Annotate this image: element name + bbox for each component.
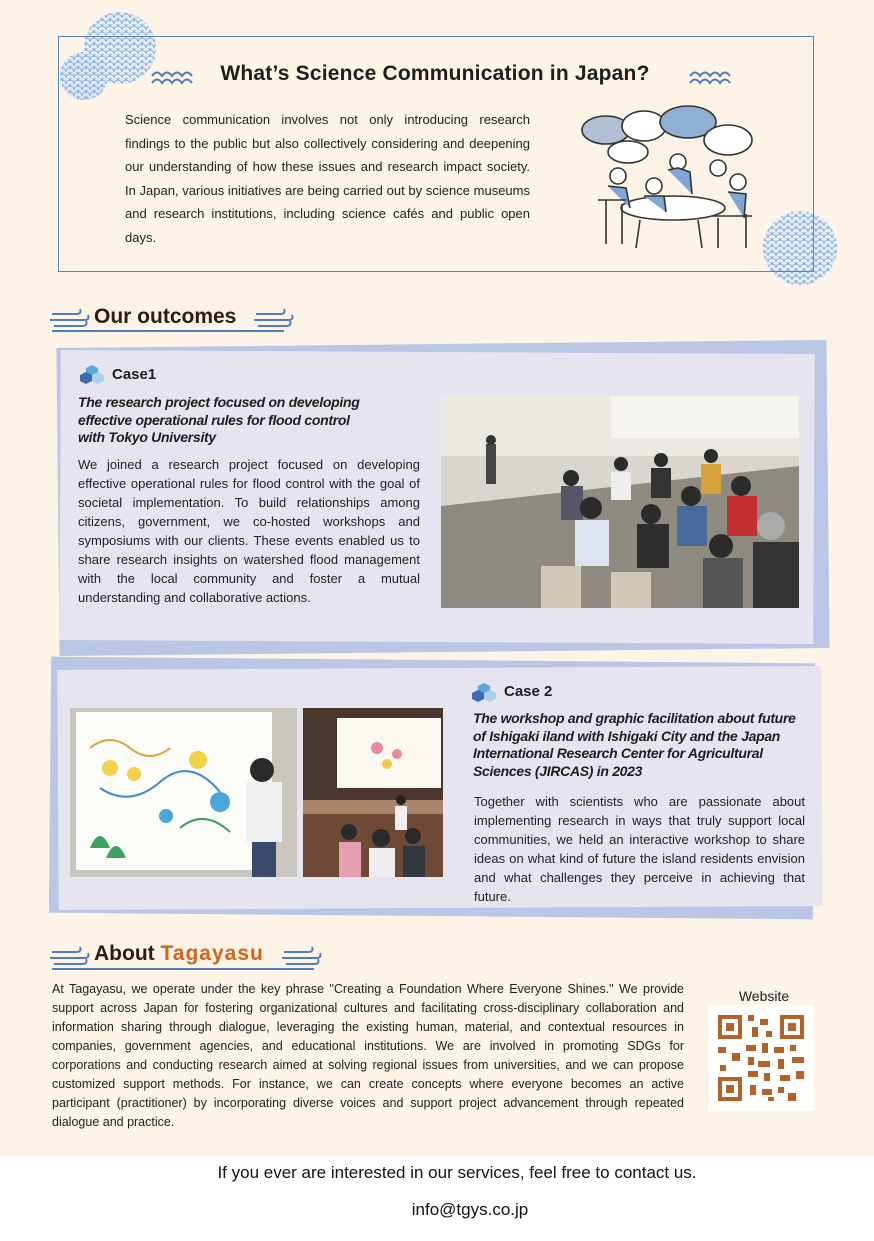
heading-underline — [52, 968, 314, 970]
wave-icon — [48, 944, 92, 968]
case2-photo-presentation — [303, 708, 443, 877]
discussion-illustration — [578, 104, 764, 254]
contact-email-link[interactable]: info@tgys.co.jp — [411, 1200, 529, 1219]
about-heading-prefix: About — [94, 942, 155, 965]
case1-photo — [441, 396, 799, 608]
wave-icon — [48, 306, 92, 330]
website-label: Website — [738, 988, 790, 1004]
case2-title: The workshop and graphic facilitation about future of Ishigaki iland with Ishigaki City and the Japan International Research Center for Agricultural Sciences (JIRCAS) in 2023 — [473, 710, 796, 779]
case2-photo-graphic-recording — [70, 708, 297, 877]
contact-message: If you ever are interested in our services, feel free to contact us. — [217, 1163, 697, 1182]
about-heading — [94, 942, 264, 966]
case1-label: Case1 — [112, 366, 157, 383]
heading-underline — [52, 330, 284, 332]
wave-icon — [280, 944, 324, 968]
case1-title: The research project focused on developing effective operational rules for flood control with Tokyo University — [78, 394, 360, 445]
wave-icon — [252, 306, 296, 330]
flower-icon — [80, 364, 104, 384]
intro-title: What’s Science Communication in Japan? — [220, 62, 650, 85]
qr-code[interactable] — [708, 1005, 814, 1111]
case1-text: We joined a research project focused on developing effective operational rules for flood control with the goal of societal implementation. To build relationships among citizens, government, we co-hosted workshops and symposiums with our clients. These events enabled us to share research insights on watershed flood management with the local community and foster a mutual understanding and collaborative actions. — [78, 457, 420, 605]
intro-text: Science communication involves not only introducing research findings to the public but also collectively considering and deepening our understanding of how these issues and research impact society. In Japan, various initiatives are being carried out by science museums and research institutions, including science cafés and public open days. — [125, 112, 530, 245]
about-heading-brand: Tagayasu — [160, 942, 264, 965]
outcomes-heading: Our outcomes — [94, 305, 237, 328]
wave-icon — [688, 66, 732, 90]
case2-text: Together with scientists who are passionate about implementing research in ways that truly support local communities, we held an interactive workshop to share ideas on what kind of future the island residents envision and what challenges they perceive in achieving that future. — [474, 794, 805, 904]
about-text: At Tagayasu, we operate under the key phrase "Creating a Foundation Where Everyone Shines." We provide support across Japan for fostering organizational cultures and facilitating cross-disciplinary collaboration and information sharing through dialogue, leveraging the existing human, material, and contextual resources in companies, government agencies, and educational institutions. We are involved in promoting SDGs for corporations and conducting research aimed at solving regional issues from universities, and we can propose customized support methods. For instance, we can create concepts where everyone becomes an active participant (practitioner) by incorporating diverse voices and support project advancement through repeated dialogue and practice. — [52, 982, 684, 1129]
case2-label: Case 2 — [504, 683, 553, 700]
flower-icon — [472, 682, 496, 702]
